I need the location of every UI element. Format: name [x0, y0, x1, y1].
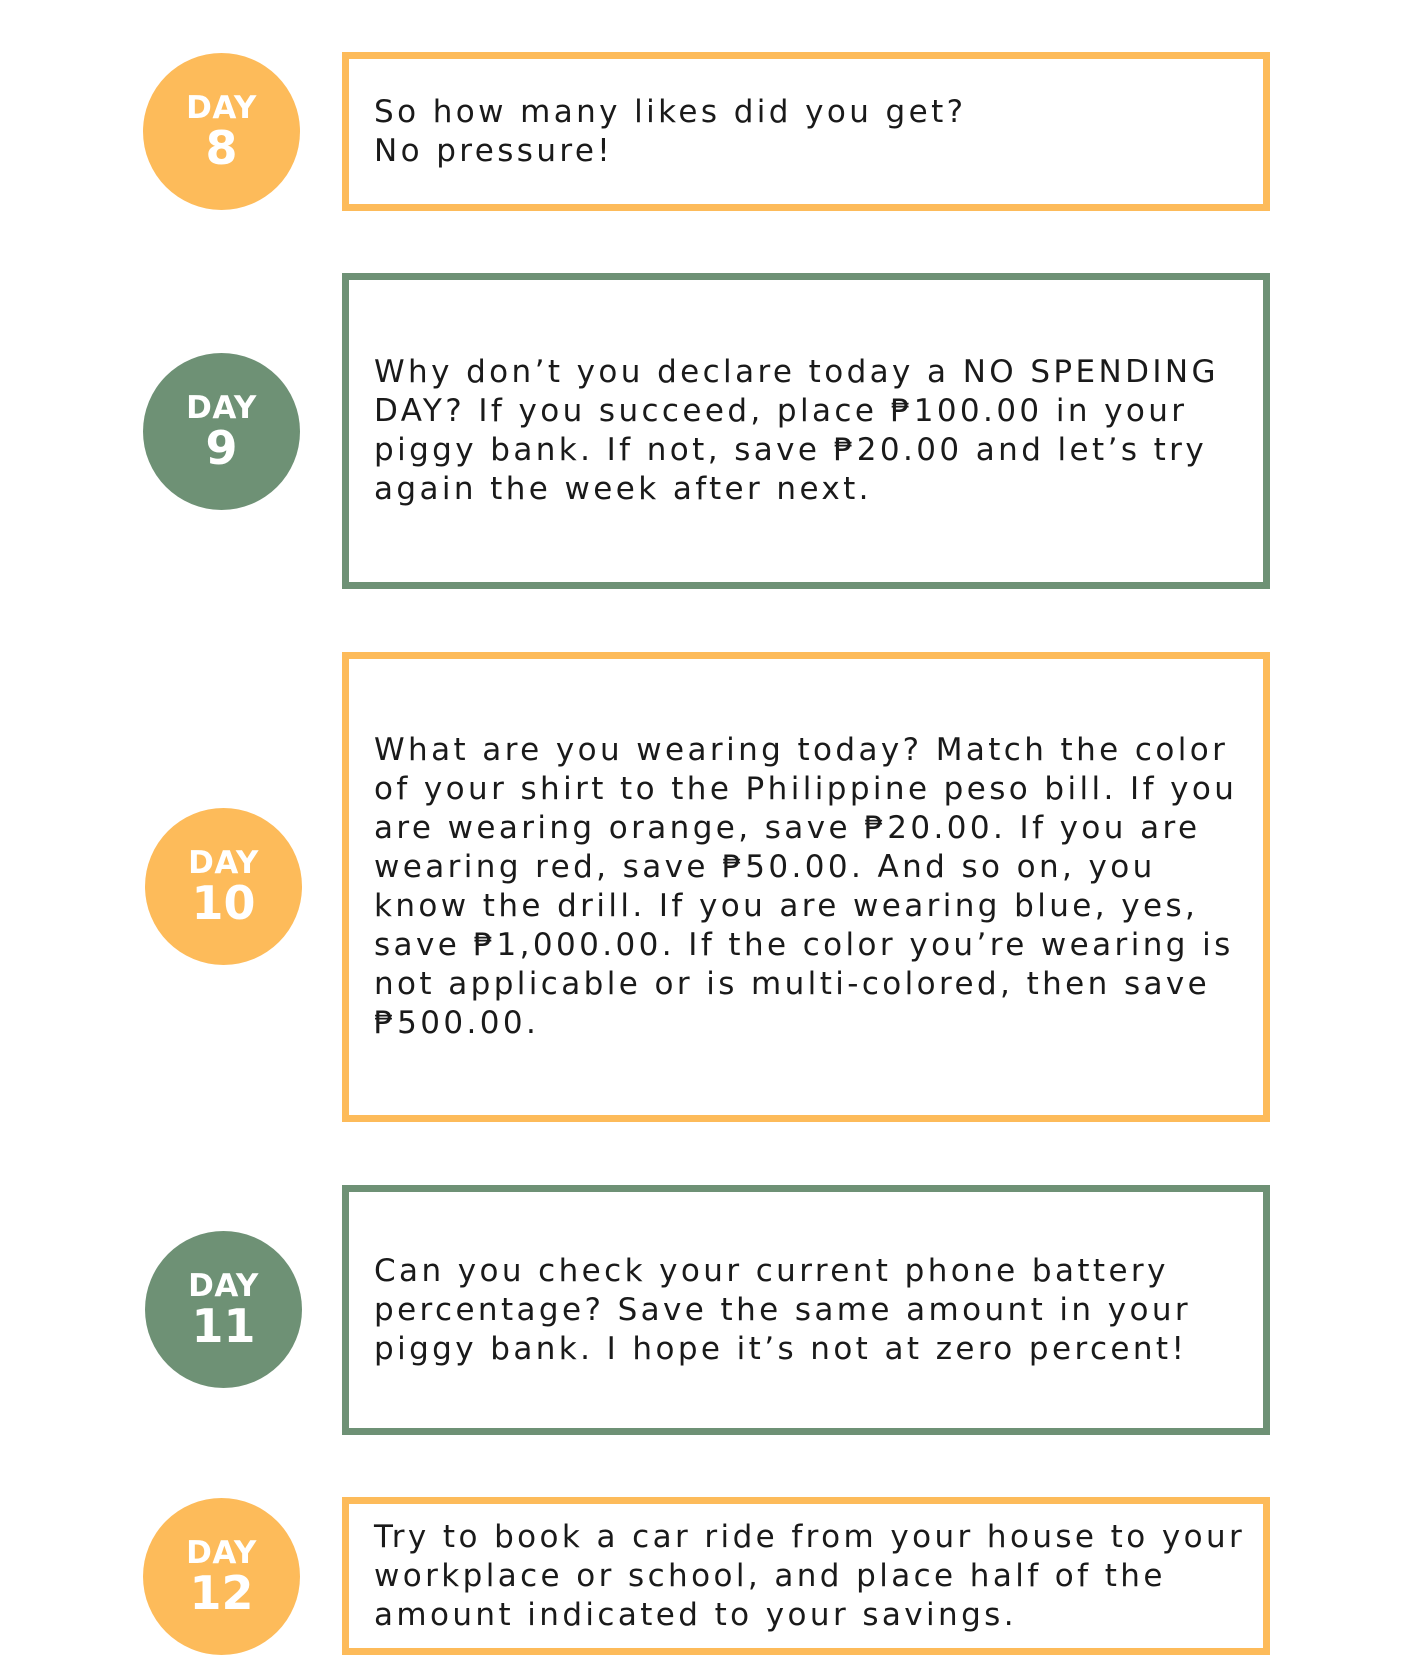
day-badge-number: 9: [205, 420, 238, 475]
day-badge: [143, 1498, 300, 1655]
day-badge-label: DAY: [186, 389, 257, 426]
day-badge-label: DAY: [186, 1534, 257, 1571]
day-badge: [145, 808, 302, 965]
day-badge: [143, 53, 300, 210]
day-badge-number: 8: [205, 120, 238, 175]
day-badge-label: DAY: [188, 844, 259, 881]
day-text-box: [342, 652, 1270, 1122]
day-text: What are you wearing today? Match the color of your shirt to the Philippine peso bill. If you are wearing orange, save ₱20.00. If you are wearing red, save ₱50.00. And so on, you know the drill. If you are wearing blue, yes, save ₱1,000.00. If the color you’re wearing is not applicable or is multi-colored, then save ₱500.00.: [374, 732, 1238, 1041]
day-text-box: [342, 1185, 1270, 1435]
day-badge-number: 10: [191, 875, 256, 930]
day-badge: [143, 353, 300, 510]
day-text: Try to book a car ride from your house to your workplace or school, and place half of the amount indicated to your savings.: [374, 1518, 1246, 1633]
day-text: Can you check your current phone battery percentage? Save the same amount in your piggy bank. I hope it’s not at zero percent!: [374, 1252, 1192, 1367]
day-text: So how many likes did you get? No pressure!: [374, 93, 967, 169]
day-badge-number: 12: [189, 1565, 254, 1620]
day-badge-number: 11: [191, 1298, 256, 1353]
day-text: Why don’t you declare today a NO SPENDING DAY? If you succeed, place ₱100.00 in your piggy bank. If not, save ₱20.00 and let’s try again the week after next.: [374, 354, 1219, 507]
day-badge-label: DAY: [186, 89, 257, 126]
day-badge-label: DAY: [188, 1267, 259, 1304]
day-text-box: [342, 52, 1270, 211]
day-text-box: [342, 1497, 1270, 1655]
day-text-box: [342, 273, 1270, 589]
day-badge: [145, 1231, 302, 1388]
